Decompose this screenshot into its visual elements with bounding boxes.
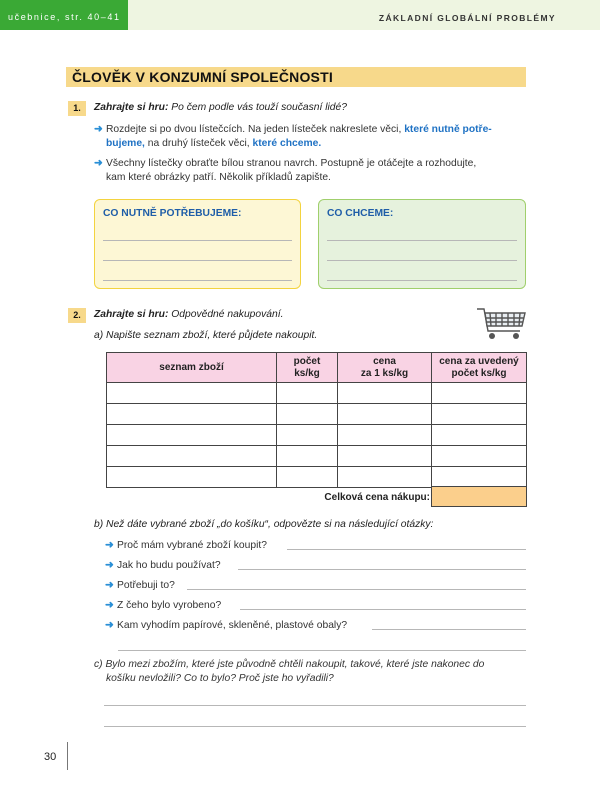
table-cell[interactable] bbox=[338, 446, 432, 467]
table-cell[interactable] bbox=[107, 404, 277, 425]
column-header: seznam zboží bbox=[107, 353, 277, 383]
table-cell[interactable] bbox=[107, 425, 277, 446]
answer-line[interactable] bbox=[327, 240, 517, 241]
task-1-label: Zahrajte si hru: bbox=[94, 102, 169, 113]
task-2-number: 2. bbox=[68, 308, 86, 323]
table-row bbox=[107, 425, 527, 446]
table-cell[interactable] bbox=[277, 446, 338, 467]
answer-line[interactable] bbox=[240, 609, 526, 610]
answer-line[interactable] bbox=[118, 650, 526, 651]
table-cell[interactable] bbox=[432, 404, 527, 425]
want-box bbox=[318, 199, 526, 289]
answer-line[interactable] bbox=[187, 589, 526, 590]
arrow-right-icon: ➜ bbox=[105, 560, 114, 571]
table-cell[interactable] bbox=[432, 383, 527, 404]
table-cell[interactable] bbox=[432, 446, 527, 467]
answer-line[interactable] bbox=[103, 280, 292, 281]
task-1-bullet-1: ➜ Rozdejte si po dvou lístečcích. Na jeden lísteček nakreslete věci, které nutně potře- bujeme, na druhý lísteček věci, které chceme. bbox=[94, 124, 492, 149]
task-1-heading bbox=[94, 102, 347, 113]
answer-line[interactable] bbox=[238, 569, 526, 570]
column-header: cena za uvedený počet ks/kg bbox=[432, 353, 527, 383]
task-2-heading bbox=[94, 309, 283, 320]
page-number-divider bbox=[67, 742, 68, 770]
answer-line[interactable] bbox=[327, 260, 517, 261]
question-item: ➜ Potřebuji to? bbox=[105, 580, 175, 591]
table-cell[interactable] bbox=[338, 425, 432, 446]
table-cell[interactable] bbox=[338, 383, 432, 404]
answer-line[interactable] bbox=[327, 280, 517, 281]
table-row bbox=[107, 467, 527, 488]
task-2-label: Zahrajte si hru: bbox=[94, 309, 169, 320]
total-price-label: Celková cena nákupu: bbox=[324, 492, 430, 503]
answer-line[interactable] bbox=[104, 705, 526, 706]
question-item: ➜ Proč mám vybrané zboží koupit? bbox=[105, 540, 267, 551]
task-1-text: Po čem podle vás touží současní lidé? bbox=[168, 102, 347, 113]
answer-line[interactable] bbox=[372, 629, 526, 630]
table-cell[interactable] bbox=[432, 425, 527, 446]
arrow-right-icon: ➜ bbox=[105, 580, 114, 591]
need-box bbox=[94, 199, 301, 289]
table-cell[interactable] bbox=[107, 446, 277, 467]
header-chapter-title: ZÁKLADNÍ GLOBÁLNÍ PROBLÉMY bbox=[378, 13, 556, 23]
table-cell[interactable] bbox=[432, 467, 527, 488]
arrow-right-icon: ➜ bbox=[105, 540, 114, 551]
table-cell[interactable] bbox=[277, 404, 338, 425]
want-box-title: CO CHCEME: bbox=[327, 208, 394, 219]
table-row bbox=[107, 383, 527, 404]
column-header: cena za 1 ks/kg bbox=[338, 353, 432, 383]
page-header bbox=[0, 0, 600, 30]
table-cell[interactable] bbox=[338, 467, 432, 488]
table-cell[interactable] bbox=[277, 425, 338, 446]
arrow-right-icon: ➜ bbox=[94, 158, 103, 169]
question-item: ➜ Z čeho bylo vyrobeno? bbox=[105, 600, 222, 611]
arrow-right-icon: ➜ bbox=[105, 600, 114, 611]
task-2-text: Odpovědné nakupování. bbox=[168, 309, 284, 320]
question-item: ➜ Kam vyhodím papírové, skleněné, plastové obaly? bbox=[105, 620, 348, 631]
header-textbook-ref: učebnice, str. 40–41 bbox=[0, 0, 128, 30]
task-2b-instruction: b) Než dáte vybrané zboží „do košíku“, odpovězte si na následující otázky: bbox=[94, 519, 434, 530]
page-number: 30 bbox=[44, 751, 57, 763]
answer-line[interactable] bbox=[103, 260, 292, 261]
need-box-title: CO NUTNĚ POTŘEBUJEME: bbox=[103, 208, 242, 219]
table-cell[interactable] bbox=[277, 383, 338, 404]
page-title: ČLOVĚK V KONZUMNÍ SPOLEČNOSTI bbox=[66, 67, 526, 87]
table-cell[interactable] bbox=[338, 404, 432, 425]
arrow-right-icon: ➜ bbox=[105, 620, 114, 631]
table-row bbox=[107, 446, 527, 467]
shopping-list-table bbox=[106, 352, 527, 488]
table-cell[interactable] bbox=[107, 383, 277, 404]
task-1-number: 1. bbox=[68, 101, 86, 116]
answer-line[interactable] bbox=[287, 549, 526, 550]
task-2c-instruction: c) Bylo mezi zbožím, které jste původně chtěli nakoupit, takové, které jste nakonec do košíku nevložili? Co to bylo? Proč jste ho vyřadili? bbox=[94, 659, 485, 684]
table-cell[interactable] bbox=[277, 467, 338, 488]
question-item: ➜ Jak ho budu používat? bbox=[105, 560, 221, 571]
task-2a-instruction: a) Napište seznam zboží, které půjdete nakoupit. bbox=[94, 330, 318, 341]
task-1-bullet-2: ➜ Všechny lístečky obraťte bílou stranou navrch. Postupně je otáčejte a rozhodujte, kam které obrázky patří. Několik příkladů zapište. bbox=[94, 158, 477, 183]
table-cell[interactable] bbox=[107, 467, 277, 488]
shopping-cart-icon bbox=[476, 306, 528, 342]
table-row bbox=[107, 404, 527, 425]
answer-line[interactable] bbox=[103, 240, 292, 241]
total-price-cell[interactable] bbox=[431, 486, 527, 507]
answer-line[interactable] bbox=[104, 726, 526, 727]
arrow-right-icon: ➜ bbox=[94, 124, 103, 135]
column-header: počet ks/kg bbox=[277, 353, 338, 383]
